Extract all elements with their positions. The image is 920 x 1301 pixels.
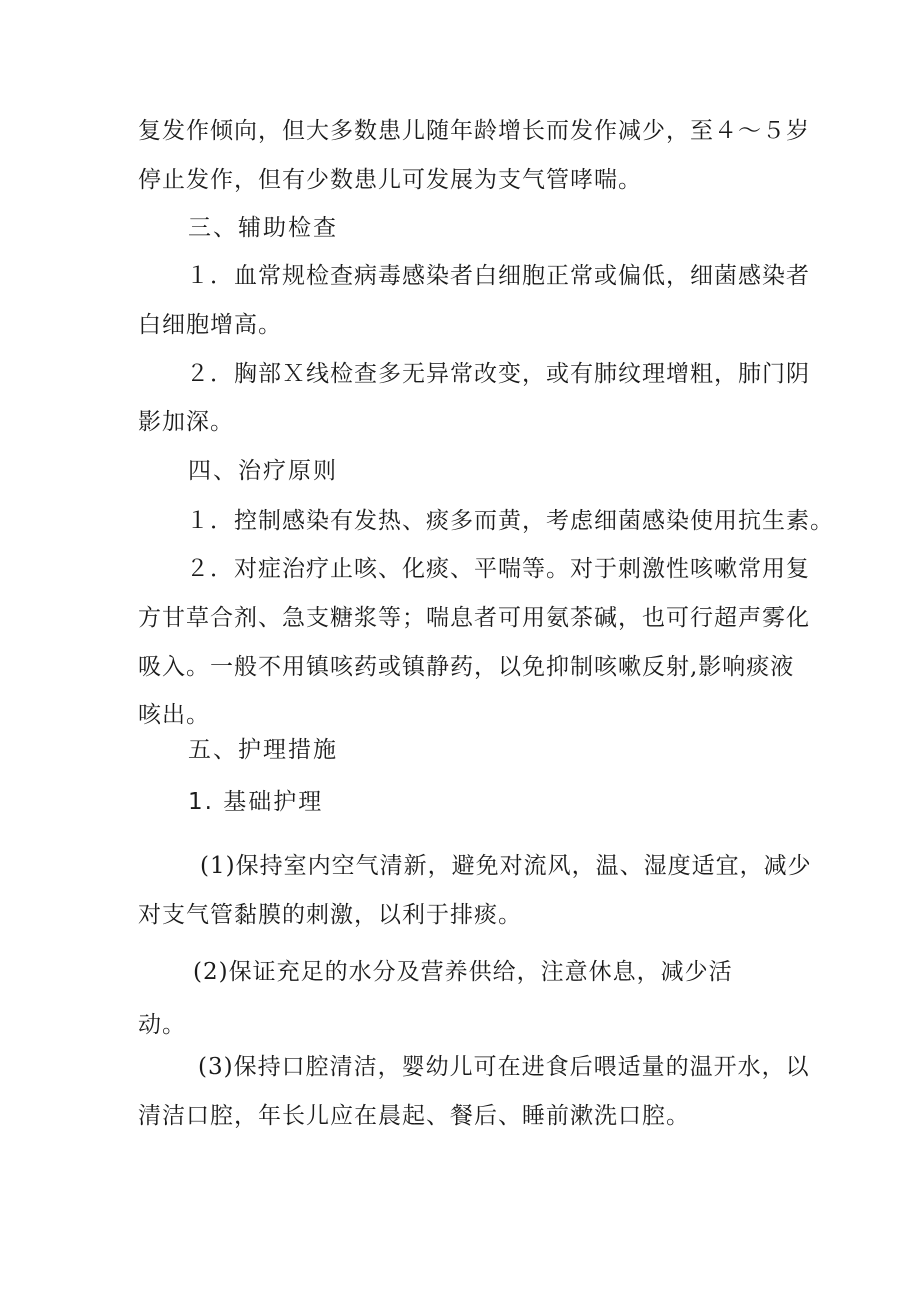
section-heading-treatment: 四、治疗原则 [188,458,338,484]
paragraph-line: 清洁口腔，年长儿应在晨起、餐后、睡前漱洗口腔。 [138,1103,690,1129]
paragraph-line: 复发作倾向，但大多数患儿随年龄增长而发作减少，至４～５岁 [138,118,810,144]
paragraph-line: 白细胞增高。 [138,312,282,338]
paragraph-line: 动。 [138,1012,186,1038]
paragraph-line: ２．对症治疗止咳、化痰、平喘等。对于刺激性咳嗽常用复 [186,556,810,582]
paragraph-line: (3)保持口腔清洁，婴幼儿可在进食后喂适量的温开水，以 [198,1054,810,1080]
paragraph-line: １．血常规检查病毒感染者白细胞正常或偏低，细菌感染者 [186,263,810,289]
paragraph-line: 影加深。 [138,409,234,435]
paragraph-line: 方甘草合剂、急支糖浆等；喘息者可用氨茶碱，也可行超声雾化 [138,605,810,631]
paragraph-line: 吸入。一般不用镇咳药或镇静药，以免抑制咳嗽反射,影响痰液 [138,654,795,680]
section-heading-auxiliary-exam: 三、辅助检查 [188,215,338,241]
paragraph-line: 停止发作，但有少数患儿可发展为支气管哮喘。 [138,167,642,193]
paragraph-line: 咳出。 [138,702,210,728]
subsection-heading-basic-care: 1. 基础护理 [188,789,324,815]
paragraph-line: (2)保证充足的水分及营养供给，注意休息，减少活 [193,959,733,985]
paragraph-line: ２．胸部Ｘ线检查多无异常改变，或有肺纹理增粗，肺门阴 [186,361,810,387]
paragraph-line: １．控制感染有发热、痰多而黄，考虑细菌感染使用抗生素。 [186,508,834,534]
section-heading-nursing: 五、护理措施 [188,737,338,763]
paragraph-line: (1)保持室内空气清新，避免对流风，温、湿度适宜，减少 [200,853,812,879]
paragraph-line: 对支气管黏膜的刺激，以利于排痰。 [138,902,522,928]
